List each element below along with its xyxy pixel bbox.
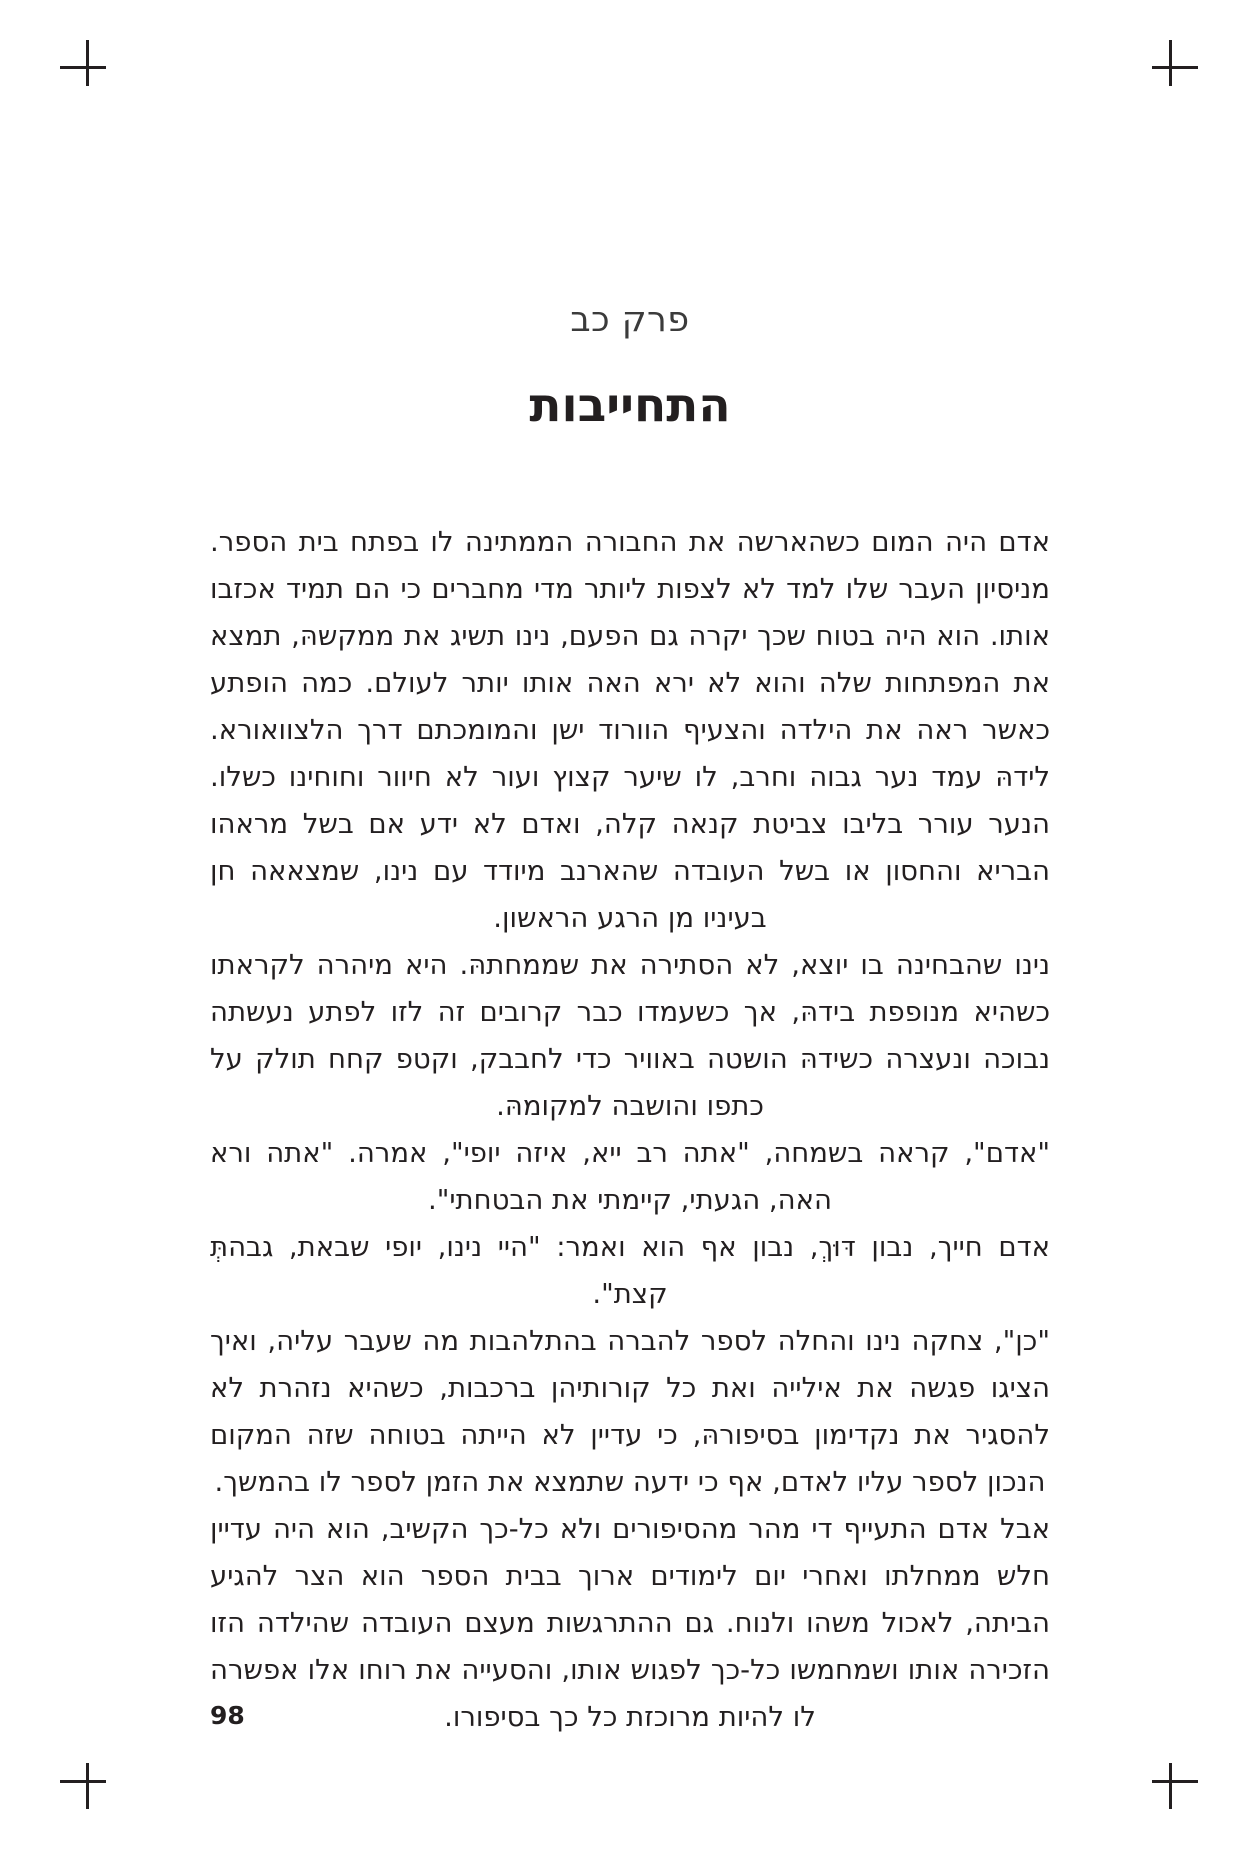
page-number: 98 — [210, 1701, 245, 1730]
crop-mark-bottom-right — [1138, 1749, 1198, 1809]
chapter-number: פרק כב — [570, 300, 690, 340]
crop-mark-top-left — [60, 40, 120, 100]
paragraph: אדם היה המום כשהארשה את החבורה הממתינה לו בפתח בית הספר. מניסיון העבר שלו למד לא לצפות ליותר מדי מחברים כי הם תמיד אכזבו אותו. הוא היה בטוח שכך יקרה גם הפעם, נינו תשיג את ממקשהּ, תמצא את המפתחות שלה והוא לא ירא האה אותו יותר לעולם. כמה הופתע כאשר ראה את הילדה והצעיף הוורוד ישן והמומכתם דרך הלצוואורא. לידהּ עמד נער גבוה וחרב, לו שיער קצוץ ועור לא חיוור וחוחינו כשלו. הנער עורר בליבו צביטת קנאה קלה, ואדם לא ידע אם בשל מראהו הבריא והחסון או בשל העובדה שהארנב מיודד עם נינו, שמצאאה חן בעיניו מן הרגע הראשון. — [210, 526, 1050, 934]
paragraph: "אדם", קראה בשמחה, "אתה רב ייא, איזה יופי", אמרה. "אתה ורא האה, הגעתי, קיימתי את הבטחתי". — [210, 1137, 1050, 1216]
crop-mark-top-right — [1138, 40, 1198, 100]
paragraph: אבל אדם התעייף די מהר מהסיפורים ולא כל-כך הקשיב, הוא היה עדיין חלש ממחלתו ואחרי יום לימודים ארוך בבית הספר הוא הצר להגיע הביתה, לאכול משהו ולנוח. גם ההתרגשות מעצם העובדה שהילדה הזו הזכירה אותו ושמחמשו כל-כך לפגוש אותו, והסעייה את רוחו אלו אפשרה לו להיות מרוכזת כל כך בסיפורו. — [210, 1513, 1050, 1733]
paragraph: אדם חייך, נבון דּוּךְ, נבון אף הוא ואמר: "היי נינו, יופי שבאת, גבהתְּ קצת". — [210, 1231, 1050, 1310]
chapter-title: התחייבות — [529, 378, 731, 433]
paragraph: נינו שהבחינה בו יוצא, לא הסתירה את שממחתהּ. היא מיהרה לקראתו כשהיא מנופפת בידהּ, אך כשעמדו כבר קרובים זה לזו לפתע נעשתה נבוכה ונעצרה כשידהּ הושטה באוויר כדי לחבבק, וקטפ קחח תולק על כתפו והושבה למקומהּ. — [210, 949, 1050, 1122]
body-text — [210, 519, 1050, 1741]
paragraph: "כן", צחקה נינו והחלה לספר להברה בהתלהבות מה שעבר עליה, ואיך הציגו פגשה את אילייה ואת כל קורותיהן ברכבות, כשהיא נזהרת לא להסגיר את נקדימון בסיפורהּ, כי עדיין לא הייתה בטוחה שזה המקום הנכון לספר עליו לאדם, אף כי ידעה שתמצא את הזמן לספר לו בהמשך. — [210, 1325, 1050, 1498]
crop-mark-bottom-left — [60, 1749, 120, 1809]
page-content — [210, 300, 1050, 1741]
